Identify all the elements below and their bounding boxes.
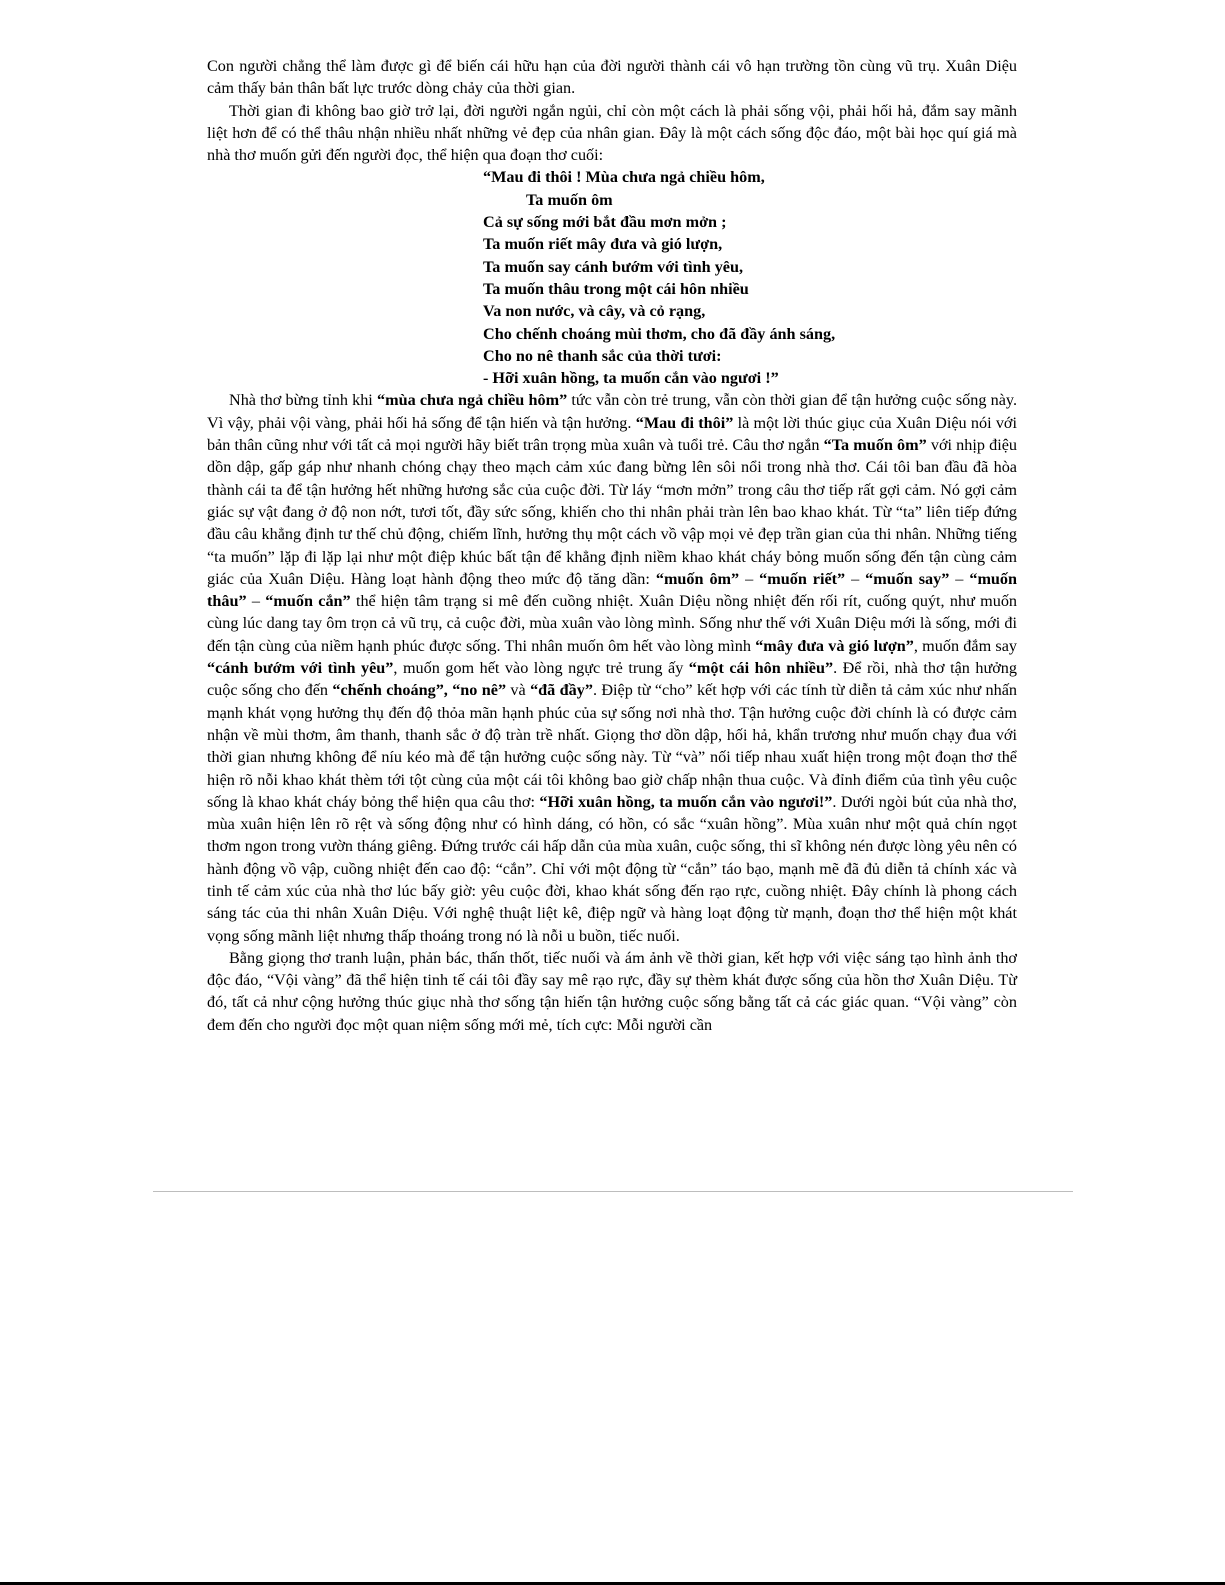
quote-bold: “muốn thâu” <box>207 569 1018 611</box>
text-run: với nhịp điệu dồn dập, gấp gáp như nhanh chóng chạy theo mạch cảm xúc đang bừng lên sôi nổi trong nhà thơ. Cái tôi ban đầu đã hòa thành cái ta để tận hưởng hết những hương sắc của cuộc đời. Từ láy “mơn mởn” trong câu thơ tiếp rất gợi cảm. Nó gợi cảm giác sự vật đang ở độ non nớt, tươi tốt, đầy sức sống, khiến cho thi nhân phải tràn lên bao khao khát. Từ “ta” liên tiếp đứng đầu câu khẳng định tư thế chủ động, chiếm lĩnh, hưởng thụ một cách vồ vập mọi vẻ đẹp trần gian của thi nhân. Những tiếng “ta muốn” lặp đi lặp lại như một điệp khúc bất tận để khẳng định niềm khao khát cháy bỏng muốn sống đến tận cùng cảm giác của Xuân Diệu. Hàng loạt hành động theo mức độ tăng dần: <box>207 436 1017 588</box>
poem-line: Ta muốn riết mây đưa và gió lượn, <box>483 235 723 254</box>
quote-bold: “muốn cắn” <box>265 592 351 611</box>
quote-bold: “Hỡi xuân hồng, ta muốn cắn vào ngươi!” <box>539 792 833 811</box>
paragraph-3 <box>207 389 1017 946</box>
text-run: – <box>949 569 970 588</box>
poem-line: Cho no nê thanh sắc của thời tươi: <box>483 346 722 365</box>
text-run: – <box>845 569 866 588</box>
quote-bold: “chếnh choáng”, “no nê” <box>332 681 507 700</box>
quote-bold: “Ta muốn ôm” <box>823 436 927 455</box>
document-body <box>207 55 1017 1036</box>
text-run: Nhà thơ bừng tỉnh khi <box>229 391 377 410</box>
quote-bold: “Mau đi thôi” <box>635 413 734 432</box>
quote-bold: “mây đưa và gió lượn” <box>755 636 914 655</box>
text-run: là một lời thúc giục của Xuân Diệu nói với bản thân cũng như với tất cả mọi người hãy biết trân trọng mùa xuân và tuổi trẻ. Câu thơ ngắn <box>207 413 1017 455</box>
poem-line: - Hỡi xuân hồng, ta muốn cắn vào ngươi !” <box>483 369 779 388</box>
text-run: – <box>246 592 266 611</box>
text-run: thể hiện tâm trạng si mê đến cuồng nhiệt. Xuân Diệu nồng nhiệt đến rối rít, cuống quýt, như muốn cùng lúc dang tay ôm trọn cả vũ trụ, cả cuộc đời, mùa xuân vào lòng mình. Sống như thế với Xuân Diệu mới là sống, mới đi đến tận cùng của niềm hạnh phúc được sống. Thi nhân muốn ôm hết vào lòng mình <box>207 592 1018 655</box>
quote-bold: “một cái hôn nhiều” <box>688 659 834 678</box>
poem-line: Ta muốn thâu trong một cái hôn nhiều <box>483 279 749 298</box>
quote-bold: “muốn riết” <box>759 569 846 588</box>
text-run: , muốn đắm say <box>913 636 1017 655</box>
poem-line: Cho chếnh choáng mùi thơm, cho đã đầy ánh sáng, <box>483 324 836 343</box>
text-run: tức vẫn còn trẻ trung, vẫn còn thời gian để tận hưởng cuộc sống này. Vì vậy, phải vội vàng, phải hối hả sống để tận hiến và tận hưởng. <box>207 391 1017 432</box>
paragraph-2: Thời gian đi không bao giờ trở lại, đời người ngắn ngủi, chỉ còn một cách là phải sống vội, phải hối hả, đắm say mãnh liệt hơn để có thể thâu nhận nhiều nhất những vẻ đẹp của nhân gian. Đây là một cách sống độc đáo, một bài học quí giá mà nhà thơ muốn gửi đến người đọc, thể hiện qua đoạn thơ cuối: <box>207 101 1017 165</box>
poem-line: “Mau đi thôi ! Mùa chưa ngả chiều hôm, <box>483 168 765 187</box>
quote-bold: “đã đầy” <box>530 681 593 700</box>
quote-bold: “cánh bướm với tình yêu” <box>207 659 394 678</box>
text-run: và <box>506 681 531 700</box>
quote-bold: “muốn ôm” <box>655 569 740 588</box>
poem-line: Va non nước, và cây, và cỏ rạng, <box>483 302 706 321</box>
text-run: . Điệp từ “cho” kết hợp với các tính từ diễn tả cảm xúc như nhấn mạnh khát vọng hưởng thụ đến độ thỏa mãn hạnh phúc của sự sống nơi nhà thơ. Tận hưởng cuộc đời chính là có được cảm nhận về mùi thơm, âm thanh, thanh sắc ở độ tràn trề nhất. Giọng thơ dồn dập, hối hả, khẩn trương như muốn chạy đua với thời gian nhưng không để níu kéo mà để tận hưởng cuộc sống này. Từ “và” nối tiếp nhau xuất hiện trong một đoạn thơ thể hiện rõ nỗi khao khát thèm tới tột cùng của một cái tôi không bao giờ chấp nhận thua cuộc. Và đỉnh điểm của tình yêu cuộc sống là khao khát cháy bỏng thể hiện qua câu thơ: <box>207 681 1018 811</box>
poem-line: Ta muốn ôm <box>526 190 613 209</box>
paragraph-1: Con người chẳng thể làm được gì để biến cái hữu hạn của đời người thành cái vô hạn trường tồn cùng vũ trụ. Xuân Diệu cảm thấy bản thân bất lực trước dòng chảy của thời gian. <box>207 57 1017 98</box>
page-divider <box>153 1191 1073 1192</box>
poem-line: Ta muốn say cánh bướm với tình yêu, <box>483 257 744 276</box>
quote-bold: “muốn say” <box>865 569 950 588</box>
text-run: , muốn gom hết vào lòng ngực trẻ trung ấy <box>393 659 689 678</box>
text-run: . Dưới ngòi bút của nhà thơ, mùa xuân hiện lên rõ rệt và sống động như có hình dáng, có hồn, có sắc “xuân hồng”. Mùa xuân như một quả chín ngọt thơm ngon trong vườn tháng giêng. Đứng trước cái hấp dẫn của mùa xuân, cuộc sống, thi sĩ không nén được lòng yêu nên có hành động vồ vập, cuồng nhiệt đến cao độ: “cắn”. Chỉ với một động từ “cắn” táo bạo, mạnh mẽ đã đủ diễn tả chính xác và tinh tế cảm xúc của nhà thơ lúc bấy giờ: yêu cuộc đời, khao khát sống đến rạo rực, cuồng nhiệt. Đây chính là phong cách sáng tác của thi nhân Xuân Diệu. Với nghệ thuật liệt kê, điệp ngữ và hàng loạt động từ mạnh, đoạn thơ thể hiện một khát vọng sống mãnh liệt nhưng thấp thoáng trong nó là nỗi u buồn, tiếc nuối. <box>207 792 1017 945</box>
text-run: – <box>739 569 760 588</box>
poem-excerpt <box>483 166 1017 389</box>
quote-bold: “mùa chưa ngả chiều hôm” <box>377 391 568 410</box>
poem-line: Cả sự sống mới bắt đầu mơn mởn ; <box>483 213 727 232</box>
paragraph-4: Bằng giọng thơ tranh luận, phản bác, thấn thốt, tiếc nuối và ám ảnh về thời gian, kết hợp với việc sáng tạo hình ảnh thơ độc đáo, “Vội vàng” đã thể hiện tinh tế cái tôi đầy say mê rạo rực, đầy sự thèm khát được sống của hồn thơ Xuân Diệu. Từ đó, tất cả như cộng hưởng thúc giục nhà thơ sống tận hiến tận hưởng cuộc sống bằng tất cả các giác quan. “Vội vàng” còn đem đến cho người đọc một quan niệm sống mới mẻ, tích cực: Mỗi người cần <box>207 948 1017 1034</box>
text-run: . Để rồi, nhà thơ tận hưởng cuộc sống cho đến <box>207 659 1017 700</box>
